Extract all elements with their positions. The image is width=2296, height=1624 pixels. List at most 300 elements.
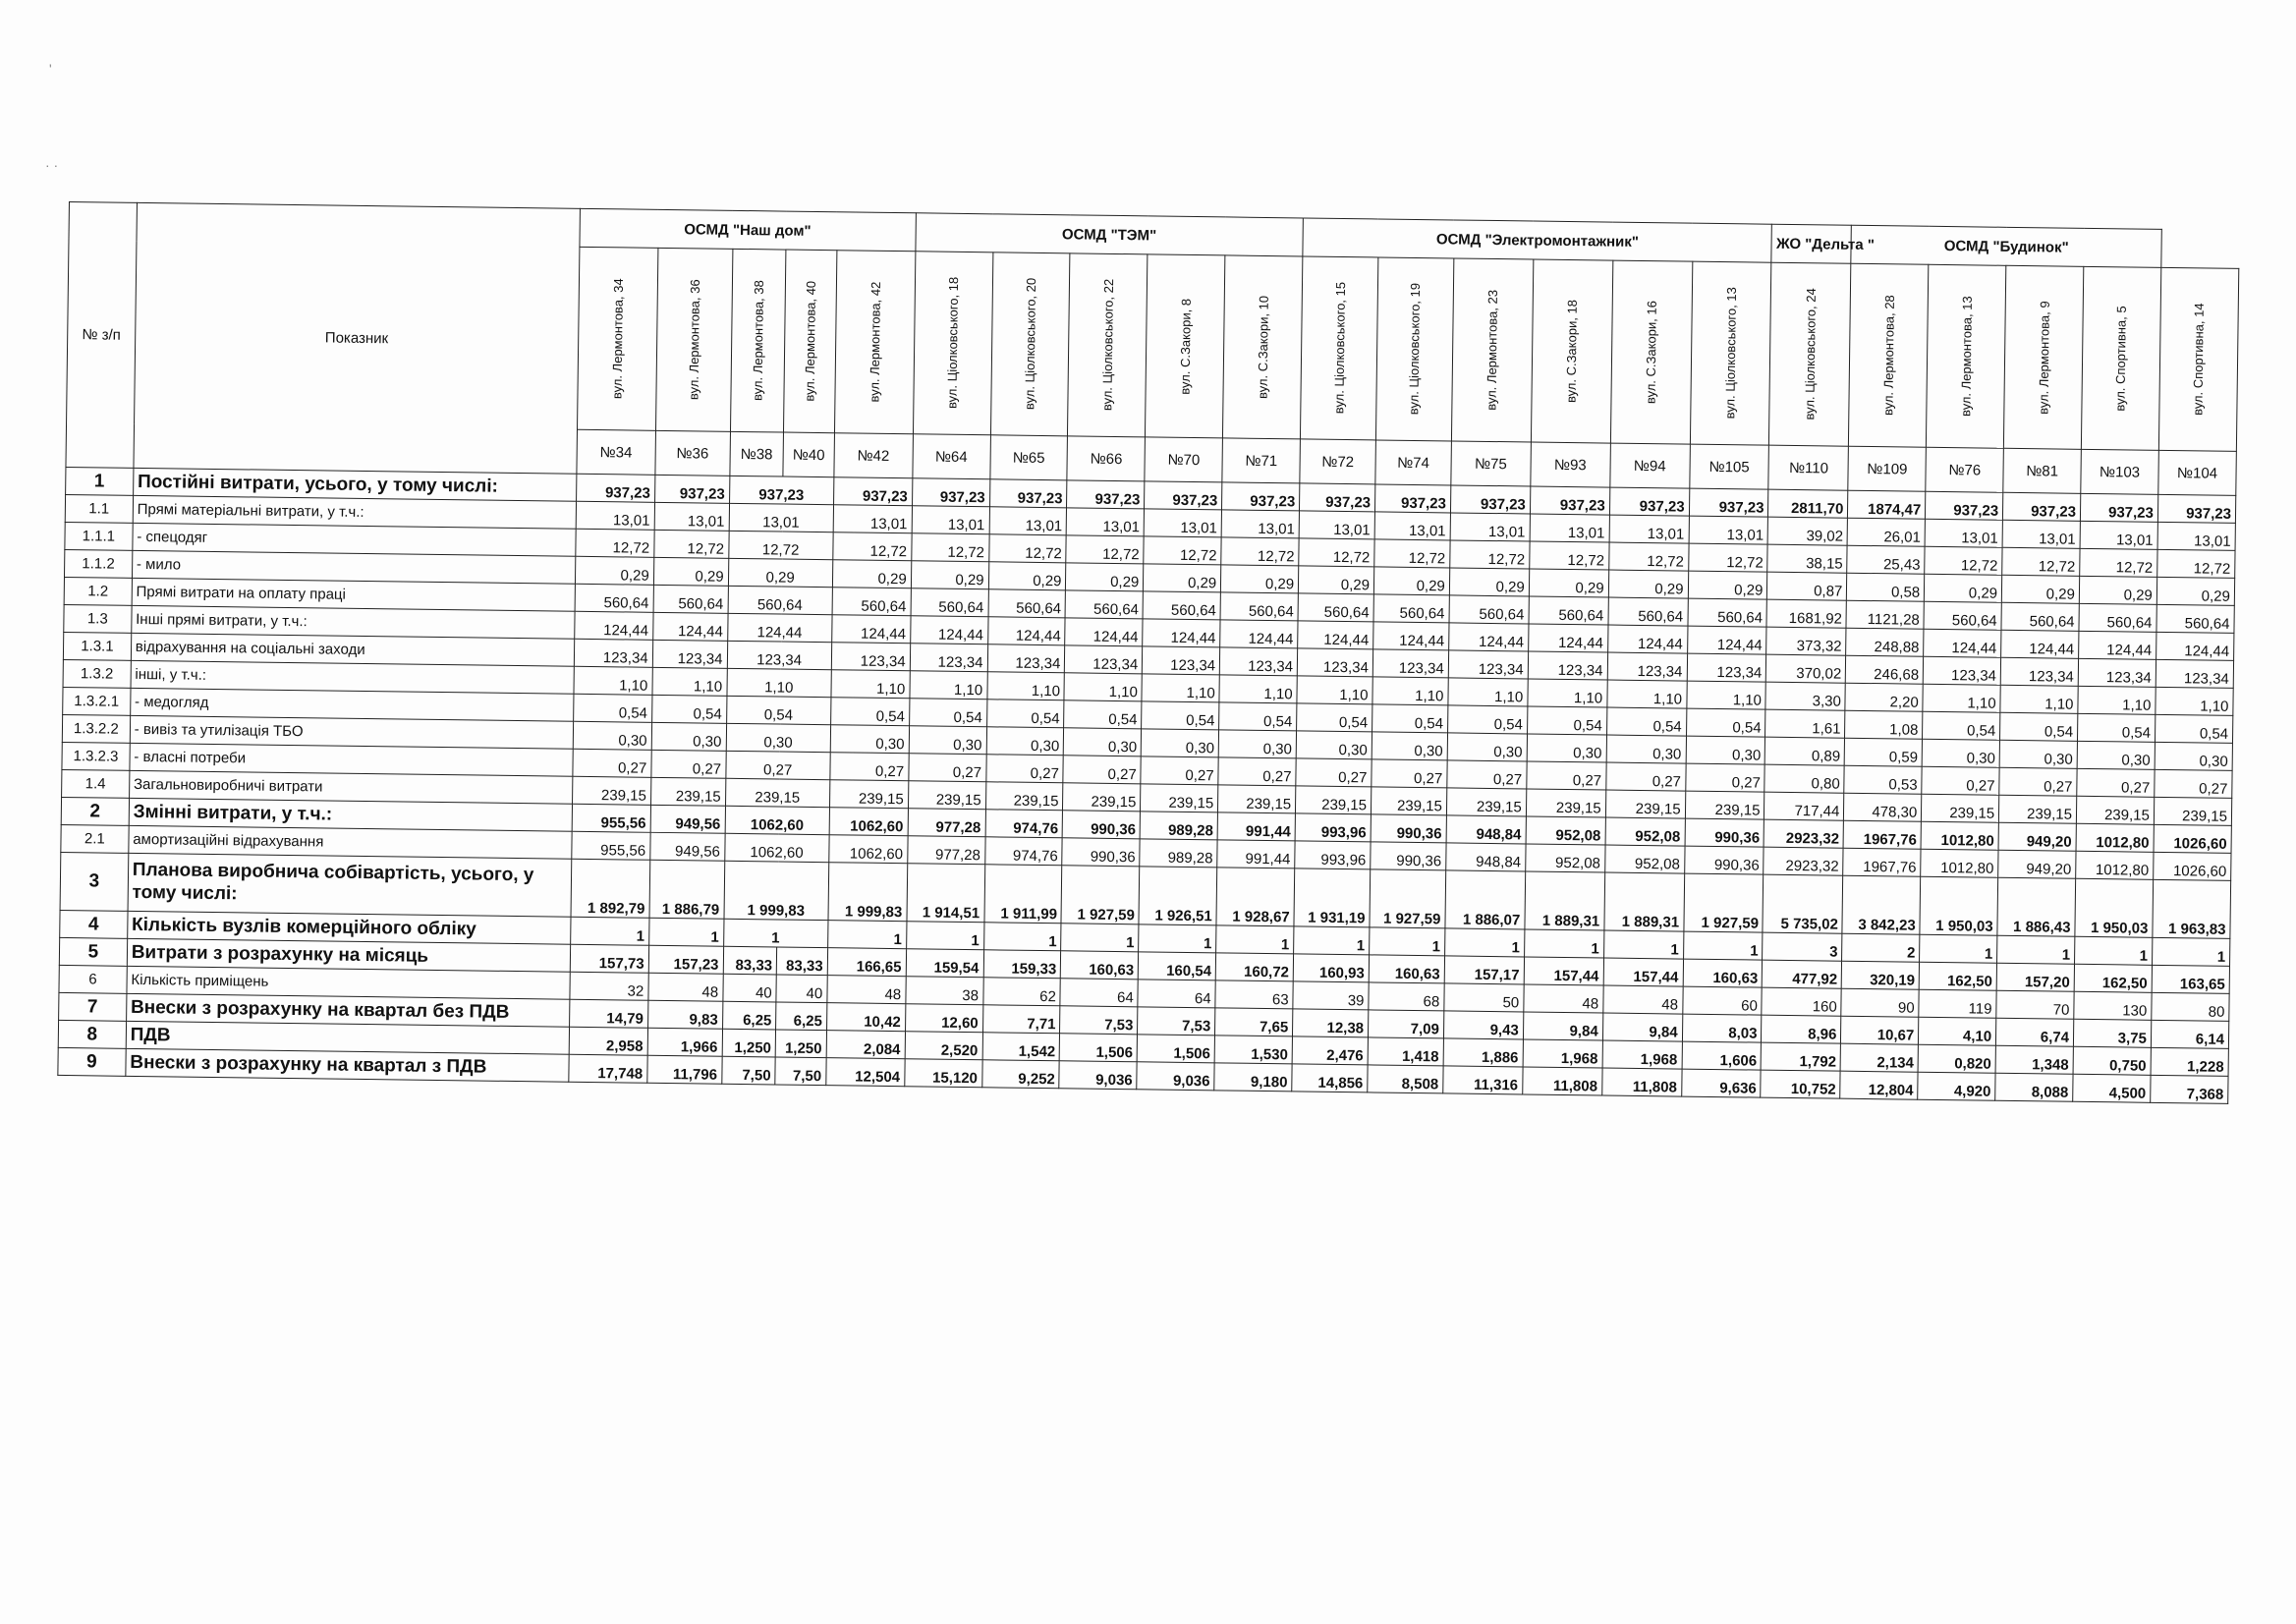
value-cell: 1,10	[1064, 673, 1142, 701]
value-cell: 0,29	[1221, 565, 1299, 593]
value-cell: 48	[648, 973, 723, 1001]
value-cell: 990,36	[1685, 818, 1764, 847]
value-cell: 0,58	[1847, 573, 1925, 601]
address-label: вул. С.Закори, 16	[1643, 301, 1659, 405]
value-cell: 9,83	[647, 1000, 722, 1029]
value-cell: 560,64	[653, 585, 728, 613]
value-cell: 7,50	[775, 1057, 826, 1086]
house-number-header: №109	[1848, 446, 1926, 491]
house-number-header: №36	[655, 430, 730, 476]
value-cell: 1,10	[1219, 675, 1297, 703]
value-cell: 2	[1842, 933, 1920, 962]
group-header: ЖО "Дельта "	[1771, 224, 1851, 263]
value-cell: 0,30	[726, 723, 831, 752]
value-cell: 0,27	[1296, 758, 1372, 787]
value-cell: 124,44	[1607, 625, 1687, 653]
value-cell: 993,96	[1295, 841, 1371, 869]
value-cell: 63	[1215, 980, 1293, 1009]
value-cell: 157,44	[1603, 958, 1683, 986]
row-number: 1.4	[62, 769, 130, 798]
value-cell: 0,89	[1765, 737, 1845, 765]
value-cell: 1967,76	[1843, 848, 1921, 876]
value-cell: 12,72	[1529, 541, 1608, 570]
value-cell: 937,23	[912, 478, 989, 507]
address-header	[1927, 264, 2006, 448]
value-cell: 3	[1763, 932, 1842, 961]
value-cell: 948,84	[1446, 815, 1526, 844]
address-label: вул. Ціолковського, 22	[1099, 279, 1116, 412]
address-label: вул. Лермонтова, 38	[750, 280, 766, 402]
value-cell: 60	[1682, 986, 1762, 1015]
value-cell: 1062,60	[724, 833, 829, 862]
value-cell: 937,23	[654, 475, 729, 503]
scan-mark: · ·	[45, 157, 59, 173]
value-cell: 157,20	[1996, 963, 2074, 991]
value-cell: 160,63	[1369, 955, 1444, 983]
house-number-header: №105	[1689, 444, 1768, 489]
value-cell: 166,65	[827, 948, 906, 977]
value-cell: 13,01	[1221, 510, 1299, 538]
value-cell: 0,27	[2077, 768, 2155, 797]
value-cell: 239,15	[1685, 791, 1764, 819]
value-cell: 1,10	[652, 667, 727, 696]
value-cell: 12,72	[1144, 536, 1221, 565]
row-label: - медогляд	[130, 688, 573, 721]
value-cell: 39	[1293, 981, 1369, 1010]
row-number: 2.1	[61, 824, 129, 853]
value-cell: 560,64	[1373, 594, 1449, 623]
value-cell: 2,134	[1840, 1043, 1918, 1072]
value-cell: 0,54	[1527, 706, 1606, 735]
value-cell: 0,30	[1372, 732, 1447, 760]
value-cell: 40	[776, 975, 827, 1003]
value-cell: 163,65	[2152, 965, 2229, 993]
row-number: 1.1.2	[64, 549, 132, 578]
row-number: 3	[60, 852, 129, 911]
address-header	[2081, 266, 2160, 450]
address-label: вул. Ціолковського, 15	[1330, 282, 1348, 415]
value-cell: 12,72	[654, 530, 729, 558]
value-cell: 1012,80	[1921, 849, 1998, 877]
value-cell: 123,34	[1687, 653, 1766, 682]
value-cell: 12,72	[1374, 539, 1450, 568]
value-cell: 1,250	[775, 1030, 826, 1058]
cost-sheet	[57, 201, 2239, 1104]
address-label: вул. Лермонтова, 36	[686, 279, 702, 401]
value-cell: 83,33	[723, 946, 777, 975]
value-cell: 0,30	[573, 721, 651, 750]
value-cell: 937,23	[729, 476, 834, 504]
value-cell: 1,10	[2000, 685, 2078, 713]
row-label: - спецодяг	[133, 523, 576, 556]
value-cell: 13,01	[1144, 509, 1221, 537]
value-cell: 7,09	[1368, 1010, 1443, 1038]
address-label: вул. Лермонтова, 28	[1880, 295, 1897, 417]
address-label: вул. Лермонтова, 42	[867, 281, 883, 403]
value-cell: 0,30	[986, 727, 1064, 756]
group-header: ОСМД "ТЭМ"	[916, 213, 1304, 256]
value-cell: 239,15	[1141, 784, 1218, 812]
value-cell: 6,74	[1996, 1018, 2074, 1046]
address-label: вул. Лермонтова, 34	[609, 278, 626, 400]
value-cell: 2,084	[826, 1031, 905, 1059]
value-cell: 990,36	[1063, 811, 1141, 839]
address-header	[1223, 255, 1303, 439]
value-cell: 123,34	[2156, 659, 2233, 688]
value-cell: 948,84	[1446, 843, 1526, 871]
value-cell: 1	[906, 922, 983, 950]
value-cell: 0,820	[1918, 1044, 1995, 1073]
value-cell: 32	[570, 972, 648, 1000]
value-cell: 0,29	[1144, 564, 1221, 592]
value-cell: 38	[906, 977, 983, 1005]
value-cell: 0,54	[1297, 703, 1372, 732]
value-cell: 0,87	[1767, 572, 1847, 600]
value-cell: 17,748	[569, 1054, 647, 1083]
value-cell: 0,54	[2155, 714, 2232, 743]
value-cell: 1,61	[1765, 709, 1845, 738]
value-cell: 0,29	[2001, 575, 2079, 603]
value-cell: 124,44	[1298, 621, 1373, 649]
value-cell: 1,10	[727, 668, 832, 697]
row-number: 1.1.1	[65, 522, 133, 550]
value-cell: 239,15	[829, 780, 908, 809]
value-cell: 1,968	[1523, 1039, 1602, 1068]
value-cell: 0,29	[988, 562, 1066, 590]
row-label: Змінні витрати, у т.ч.:	[129, 798, 572, 831]
value-cell: 13,01	[2080, 521, 2157, 549]
address-label: вул. Спортивна, 5	[2112, 306, 2130, 412]
value-cell: 6,25	[722, 1001, 776, 1030]
value-cell: 10,752	[1761, 1070, 1840, 1098]
value-cell: 1026,60	[2154, 852, 2231, 880]
address-header	[834, 251, 915, 434]
value-cell: 70	[1996, 990, 2074, 1019]
value-cell: 13,01	[1925, 519, 2002, 547]
value-cell: 38,15	[1767, 544, 1847, 573]
value-cell: 1,966	[647, 1028, 722, 1056]
value-cell: 0,27	[2155, 769, 2232, 798]
house-number-header: №74	[1375, 440, 1451, 485]
value-cell: 239,15	[908, 781, 985, 810]
value-cell: 159,54	[906, 949, 983, 978]
value-cell: 39,02	[1768, 517, 1848, 545]
house-number-header: №76	[1926, 447, 2003, 492]
value-cell: 1,08	[1845, 710, 1923, 739]
value-cell: 11,808	[1522, 1067, 1601, 1095]
value-cell: 9,252	[981, 1060, 1059, 1089]
value-cell: 0,54	[2000, 712, 2078, 741]
value-cell: 0,30	[1218, 730, 1296, 758]
value-cell: 1,10	[574, 666, 652, 695]
value-cell: 1 886,07	[1445, 870, 1526, 929]
value-cell: 13,01	[2157, 522, 2235, 550]
value-cell: 1	[648, 918, 723, 946]
value-cell: 1	[1920, 934, 1997, 963]
address-label: вул. Ціолковського, 19	[1406, 283, 1424, 416]
address-label: вул. Спортивна, 14	[2190, 303, 2208, 417]
value-cell: 124,44	[2079, 631, 2156, 659]
value-cell: 937,23	[1145, 481, 1222, 510]
value-cell: 560,64	[2156, 604, 2234, 633]
value-cell: 560,64	[1449, 595, 1529, 624]
value-cell: 13,01	[989, 507, 1067, 535]
value-cell: 12,72	[728, 531, 833, 559]
value-cell: 248,88	[1846, 628, 1924, 656]
value-cell: 0,30	[1999, 740, 2077, 768]
value-cell: 0,27	[1605, 762, 1685, 791]
value-cell: 955,56	[572, 831, 650, 860]
value-cell: 123,34	[910, 644, 987, 672]
value-cell: 246,68	[1846, 655, 1924, 684]
value-cell: 937,23	[1450, 485, 1530, 514]
value-cell: 7,368	[2151, 1075, 2228, 1103]
value-cell: 48	[1524, 984, 1603, 1013]
value-cell: 1 889,31	[1525, 871, 1605, 930]
value-cell: 4,10	[1919, 1017, 1996, 1045]
value-cell: 1012,80	[1921, 821, 1998, 850]
value-cell: 0,54	[1219, 702, 1297, 731]
col-header-indicator: Показник	[134, 202, 581, 474]
value-cell: 1 950,03	[2075, 878, 2154, 937]
value-cell: 1026,60	[2154, 824, 2231, 853]
value-cell: 90	[1841, 988, 1919, 1017]
value-cell: 1,10	[1528, 679, 1607, 707]
value-cell: 949,56	[650, 832, 725, 861]
value-cell: 990,36	[1062, 838, 1140, 867]
value-cell: 1,10	[1686, 681, 1765, 709]
value-cell: 0,27	[1922, 766, 1999, 795]
value-cell: 9,84	[1523, 1012, 1602, 1040]
value-cell: 1	[723, 919, 828, 947]
value-cell: 239,15	[1999, 795, 2077, 823]
value-cell: 0,54	[2077, 713, 2155, 742]
value-cell: 6,14	[2151, 1020, 2228, 1048]
value-cell: 9,036	[1059, 1061, 1137, 1090]
value-cell: 989,28	[1140, 812, 1217, 840]
value-cell: 12,72	[2157, 549, 2235, 578]
value-cell: 12,60	[905, 1004, 982, 1033]
value-cell: 0,29	[1688, 571, 1767, 599]
value-cell: 955,56	[572, 804, 650, 832]
value-cell: 937,23	[2080, 493, 2157, 522]
value-cell: 0,27	[1141, 756, 1218, 785]
value-cell: 13,01	[576, 501, 654, 530]
address-label: вул. Лермонтова, 23	[1484, 290, 1501, 411]
house-number-header: №40	[783, 432, 834, 477]
value-cell: 159,33	[983, 950, 1061, 979]
value-cell: 123,34	[727, 641, 832, 669]
value-cell: 160,54	[1139, 952, 1216, 980]
value-cell: 0,29	[575, 556, 653, 585]
value-cell: 1681,92	[1766, 599, 1846, 628]
value-cell: 162,50	[1919, 962, 1996, 990]
value-cell: 123,34	[1923, 656, 2000, 685]
value-cell: 370,02	[1766, 654, 1846, 683]
value-cell: 80	[2152, 992, 2229, 1021]
value-cell: 320,19	[1842, 961, 1920, 989]
value-cell: 1,10	[2156, 687, 2233, 715]
value-cell: 0,30	[909, 726, 986, 755]
value-cell: 937,23	[989, 479, 1067, 508]
address-header	[577, 247, 657, 430]
value-cell: 991,44	[1217, 812, 1295, 841]
address-header	[655, 248, 732, 431]
row-number: 1.3.2	[63, 659, 131, 688]
value-cell: 0,29	[1299, 566, 1374, 594]
value-cell: 7,71	[982, 1005, 1060, 1034]
value-cell: 2,20	[1845, 683, 1923, 711]
value-cell: 14,856	[1292, 1064, 1368, 1092]
value-cell: 13,01	[1689, 516, 1768, 544]
value-cell: 157,17	[1444, 956, 1524, 984]
address-header	[1690, 261, 1771, 445]
value-cell: 12,72	[1299, 538, 1374, 567]
value-cell: 1 928,67	[1216, 868, 1295, 926]
value-cell: 239,15	[725, 778, 830, 807]
value-cell: 13,01	[1299, 511, 1374, 539]
value-cell: 937,23	[1300, 483, 1375, 512]
value-cell: 9,036	[1137, 1062, 1214, 1091]
value-cell: 1,506	[1060, 1034, 1138, 1062]
col-header-number: № з/п	[66, 202, 137, 469]
house-number-header: №38	[729, 431, 783, 476]
value-cell: 13,01	[2002, 520, 2080, 548]
row-label: Загальновиробничі витрати	[129, 770, 572, 804]
value-cell: 157,44	[1524, 957, 1603, 985]
value-cell: 1,10	[2078, 686, 2156, 714]
value-cell: 1,10	[987, 672, 1065, 700]
row-label: амортизаційні відрахування	[129, 825, 572, 859]
row-label: Кількість вузлів комерційного обліку	[127, 911, 570, 944]
value-cell: 1062,60	[725, 806, 830, 834]
address-label: вул. Ціолковського, 20	[1022, 278, 1039, 411]
value-cell: 0,29	[1608, 570, 1688, 598]
value-cell: 14,79	[569, 999, 647, 1028]
address-label: вул. Ціолковського, 18	[944, 277, 962, 410]
value-cell: 0,30	[1527, 734, 1606, 762]
value-cell: 937,23	[1067, 480, 1145, 509]
value-cell: 1,418	[1368, 1037, 1443, 1066]
value-cell: 12,72	[1450, 540, 1530, 569]
value-cell: 124,44	[652, 612, 727, 641]
value-cell: 1062,60	[829, 835, 908, 864]
value-cell: 1,10	[1923, 684, 2000, 712]
value-cell: 1,792	[1762, 1042, 1841, 1071]
value-cell: 0,27	[1447, 760, 1527, 789]
value-cell: 124,44	[1448, 623, 1528, 651]
address-header	[784, 250, 837, 433]
value-cell: 0,27	[725, 751, 830, 779]
value-cell: 1 889,31	[1604, 872, 1685, 931]
value-cell: 119	[1919, 989, 1996, 1018]
value-cell: 0,30	[2155, 742, 2232, 770]
table-body	[58, 467, 2236, 1103]
value-cell: 1	[1444, 928, 1524, 957]
value-cell: 12,72	[1608, 542, 1688, 571]
value-cell: 1	[2075, 936, 2153, 965]
house-number-header: №34	[577, 429, 655, 475]
value-cell: 160,72	[1215, 953, 1293, 981]
value-cell: 124,44	[575, 611, 653, 640]
value-cell: 160,93	[1293, 954, 1369, 982]
value-cell: 239,15	[985, 782, 1063, 811]
value-cell: 8,508	[1368, 1065, 1443, 1093]
value-cell: 0,27	[830, 753, 909, 781]
address-header	[1375, 257, 1453, 441]
value-cell: 560,64	[911, 588, 988, 617]
house-number-header: №65	[989, 435, 1067, 480]
value-cell: 1,10	[831, 670, 910, 699]
value-cell: 0,27	[651, 750, 726, 778]
row-number: 1	[66, 467, 134, 495]
address-header	[1769, 262, 1851, 446]
value-cell: 560,64	[1143, 591, 1220, 620]
value-cell: 123,34	[1065, 645, 1143, 674]
house-number-header: №72	[1300, 439, 1375, 484]
value-cell: 560,64	[1608, 597, 1688, 626]
address-header	[1146, 254, 1225, 438]
value-cell: 13,01	[654, 502, 729, 531]
value-cell: 83,33	[776, 947, 827, 976]
value-cell: 123,34	[987, 644, 1065, 673]
value-cell: 0,29	[1925, 574, 2002, 602]
value-cell: 0,29	[911, 561, 988, 589]
value-cell: 990,36	[1371, 814, 1446, 843]
value-cell: 0,29	[653, 557, 728, 586]
value-cell: 9,636	[1681, 1069, 1761, 1097]
value-cell: 157,23	[648, 945, 723, 974]
value-cell: 9,43	[1443, 1011, 1523, 1039]
group-header: ОСМД "Электромонтажник"	[1303, 218, 1772, 262]
row-label: інші, у т.ч.:	[131, 660, 574, 694]
value-cell: 2,520	[905, 1032, 982, 1060]
value-cell: 0,54	[726, 696, 831, 724]
value-cell: 949,20	[1998, 822, 2076, 851]
table-header	[66, 202, 2239, 496]
value-cell: 937,23	[576, 474, 654, 502]
value-cell: 560,64	[832, 588, 911, 616]
value-cell: 937,23	[1926, 491, 2003, 520]
value-cell: 239,15	[1922, 794, 1999, 822]
value-cell: 0,27	[1685, 763, 1764, 792]
value-cell: 123,34	[1219, 647, 1297, 676]
value-cell: 160	[1762, 987, 1841, 1016]
house-number-header: №81	[2003, 448, 2081, 493]
value-cell: 162,50	[2074, 964, 2152, 992]
value-cell: 1	[827, 921, 906, 949]
value-cell: 5 735,02	[1763, 874, 1843, 933]
row-label: Прямі матеріальні витрати, у т.ч.:	[133, 495, 576, 529]
row-number: 9	[58, 1047, 126, 1076]
value-cell: 949,56	[650, 805, 725, 833]
address-header	[913, 252, 992, 435]
value-cell: 560,64	[2079, 603, 2156, 632]
value-cell: 0,54	[1686, 708, 1765, 737]
house-number-header: №42	[834, 433, 914, 478]
value-cell: 123,34	[1372, 649, 1448, 678]
row-label: відрахування на соціальні заходи	[131, 633, 574, 666]
value-cell: 1	[1139, 924, 1216, 953]
value-cell: 993,96	[1295, 813, 1371, 842]
value-cell: 124,44	[1687, 626, 1766, 654]
value-cell: 12,72	[1688, 543, 1767, 572]
address-label: вул. Лермонтова, 40	[802, 280, 818, 402]
value-cell: 0,54	[1142, 701, 1219, 730]
address-label: вул. С.Закори, 18	[1563, 299, 1581, 404]
value-cell: 9,84	[1602, 1013, 1682, 1041]
value-cell: 13,01	[1374, 512, 1450, 540]
